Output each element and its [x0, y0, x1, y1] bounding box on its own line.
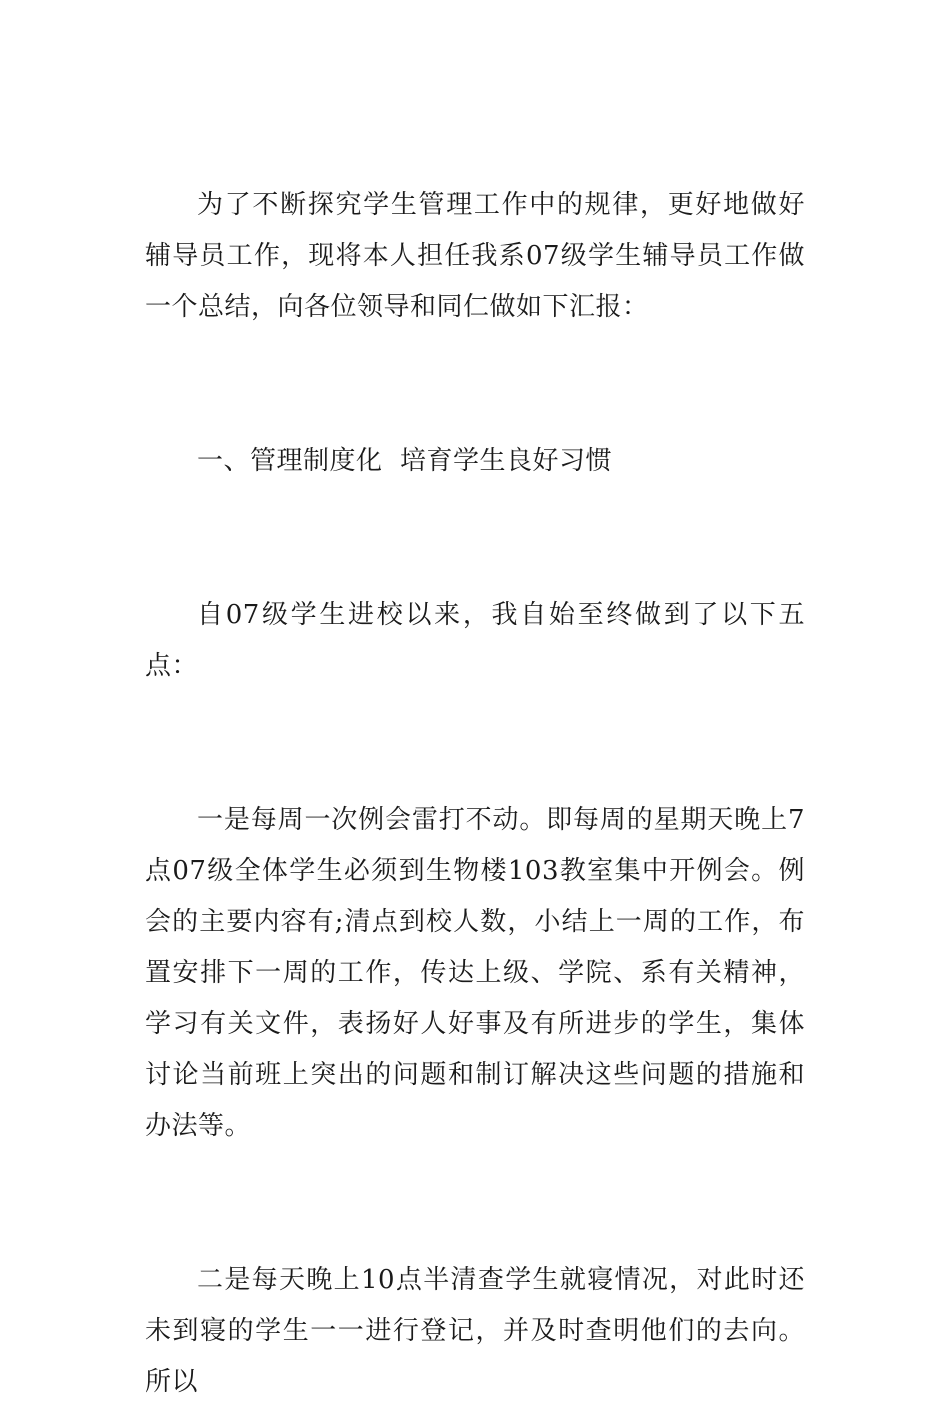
paragraph-spacer [145, 1152, 805, 1255]
paragraph-spacer [145, 333, 805, 436]
point-one-paragraph: 一是每周一次例会雷打不动。即每周的星期天晚上7点07级全体学生必须到生物楼103教室集中开例会。例会的主要内容有;清点到校人数，小结上一周的工作，布置安排下一周的工作，传达上级、学院、系有关精神，学习有关文件，表扬好人好事及有所进步的学生，集体讨论当前班上突出的问题和制订解决这些问题的措施和办法等。 [145, 805, 805, 1141]
paragraph-spacer [145, 487, 805, 590]
point-two-paragraph: 二是每天晚上10点半清查学生就寝情况，对此时还未到寝的学生一一进行登记，并及时查明他们的去向。所以 [145, 1265, 805, 1397]
document-body [145, 180, 805, 1408]
paragraph-spacer [145, 692, 805, 795]
intro-paragraph: 为了不断探究学生管理工作中的规律，更好地做好辅导员工作，现将本人担任我系07级学生辅导员工作做一个总结，向各位领导和同仁做如下汇报： [145, 190, 805, 322]
summary-paragraph: 自07级学生进校以来，我自始至终做到了以下五点： [145, 600, 805, 681]
section-heading: 一、管理制度化 培育学生良好习惯 [197, 446, 613, 476]
